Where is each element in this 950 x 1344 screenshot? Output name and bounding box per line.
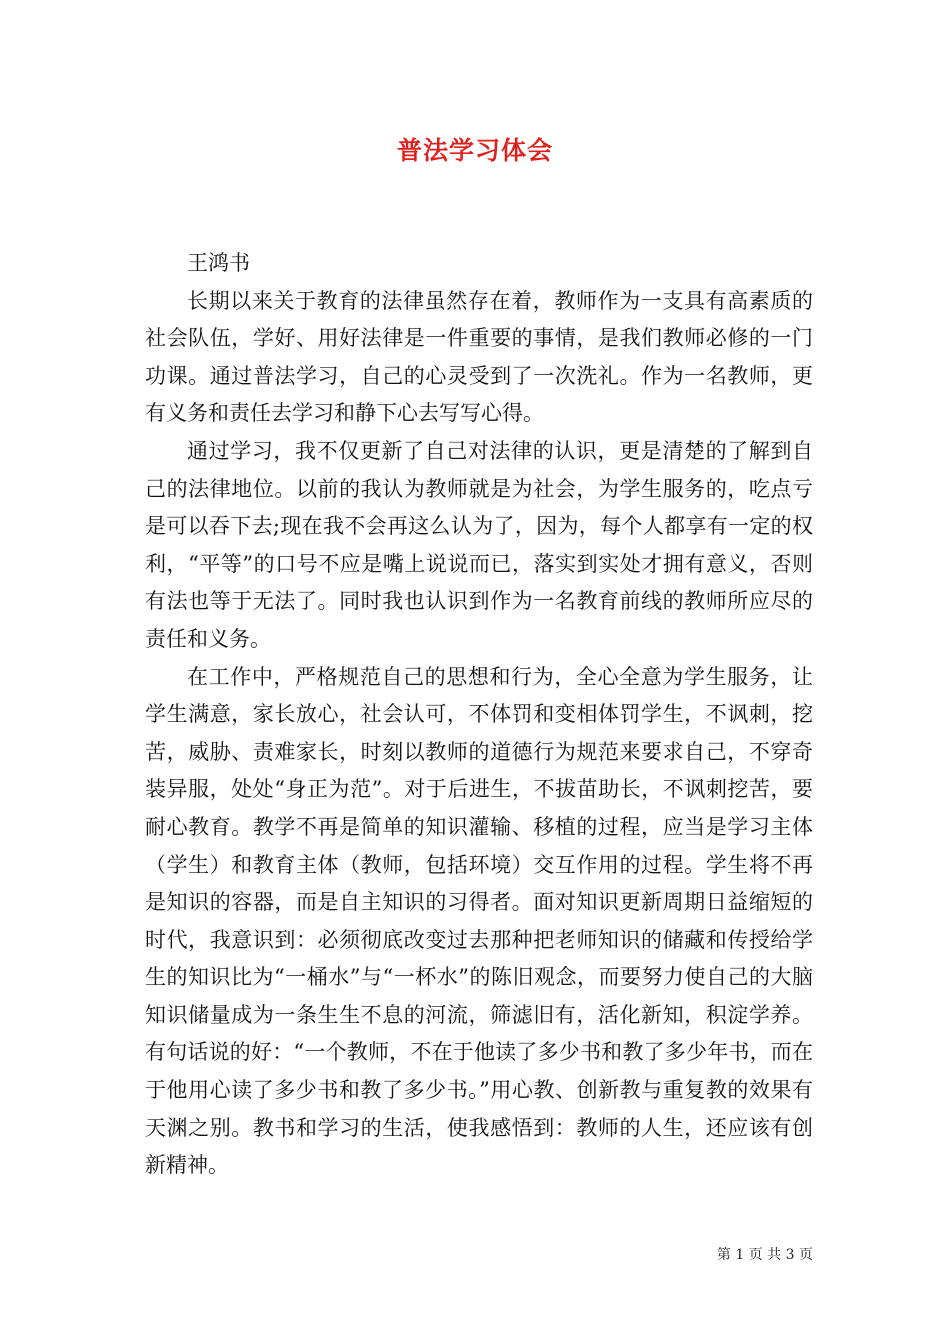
document-body [145,245,813,1185]
paragraph-1: 长期以来关于教育的法律虽然存在着，教师作为一支具有高素质的社会队伍，学好、用好法律是一件重要的事情，是我们教师必修的一门功课。通过普法学习，自己的心灵受到了一次洗礼。作为一名教师，更有义务和责任去学习和静下心去写写心得。 [145,288,813,426]
paragraph-3: 在工作中，严格规范自己的思想和行为，全心全意为学生服务，让学生满意，家长放心，社会认可，不体罚和变相体罚学生，不讽刺，挖苦，威胁、责难家长，时刻以教师的道德行为规范来要求自己，不穿奇装异服，处处“身正为范”。对于后进生，不拔苗助长，不讽刺挖苦，要耐心教育。教学不再是简单的知识灌输、移植的过程，应当是学习主体（学生）和教育主体（教师，包括环境）交互作用的过程。学生将不再是知识的容器，而是自主知识的习得者。面对知识更新周期日益缩短的时代，我意识到：必须彻底改变过去那种把老师知识的储藏和传授给学生的知识比为“一桶水”与“一杯水”的陈旧观念，而要努力使自己的大脑知识储量成为一条生生不息的河流，筛滤旧有，活化新知，积淀学养。有句话说的好：“一个教师，不在于他读了多少书和教了多少年书，而在于他用心读了多少书和教了多少书。”用心教、创新教与重复教的效果有天渊之别。教书和学习的生活，使我感悟到：教师的人生，还应该有创新精神。 [145,664,813,1178]
page-number-footer: 第 1 页 共 3 页 [716,1247,813,1263]
paragraph-2: 通过学习，我不仅更新了自己对法律的认识，更是清楚的了解到自己的法律地位。以前的我认为教师就是为社会，为学生服务的，吃点亏是可以吞下去;现在我不会再这么认为了，因为，每个人都享有一定的权利，“平等”的口号不应是嘴上说说而已，落实到实处才拥有意义，否则有法也等于无法了。同时我也认识到作为一名教育前线的教师所应尽的责任和义务。 [145,438,813,651]
author-line: 王鸿书 [187,251,250,275]
document-title: 普法学习体会 [396,136,553,165]
